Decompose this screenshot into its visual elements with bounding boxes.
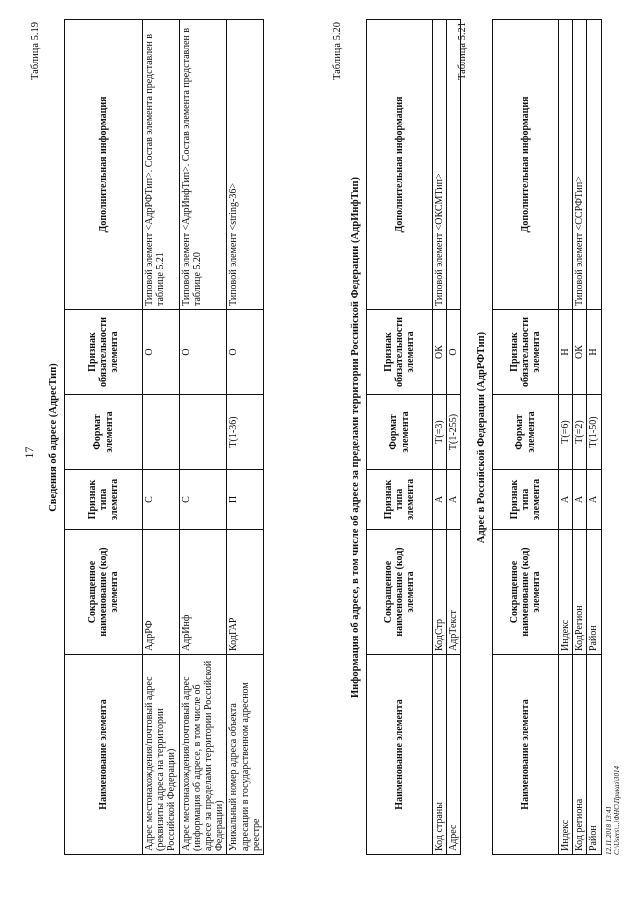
- table-row: [227, 20, 264, 855]
- header-name: Наименование элемента: [65, 655, 143, 855]
- footer: [605, 766, 622, 855]
- cell-type: А: [559, 470, 573, 530]
- cell-required: Н: [559, 310, 573, 395]
- cell-format: [143, 395, 180, 470]
- header-info: Дополнительная информация: [367, 20, 433, 310]
- table-number-5-20: Таблица 5.20: [332, 22, 343, 81]
- cell-format: T(=3): [433, 395, 447, 470]
- cell-format: T(1-36): [227, 395, 264, 470]
- cell-format: T(1-50): [587, 395, 601, 470]
- cell-code: Индекс: [559, 530, 573, 655]
- cell-type: А: [433, 470, 447, 530]
- header-code: Сокращенное наименование (код) элемента: [493, 530, 559, 655]
- cell-required: Н: [587, 310, 601, 395]
- table-number-5-19: Таблица 5.19: [30, 22, 41, 81]
- cell-name: Индекс: [559, 655, 573, 855]
- table-row: [447, 20, 461, 855]
- table-5-21: [492, 19, 602, 855]
- cell-type: А: [573, 470, 587, 530]
- header-type: Признак типа элемента: [493, 470, 559, 530]
- cell-type: А: [587, 470, 601, 530]
- table-title-5-21: Адрес в Российской Федерации (АдрРФТип): [476, 331, 487, 544]
- cell-required: О: [227, 310, 264, 395]
- table-number-5-21: Таблица 5.21: [457, 22, 468, 81]
- table-5-19: [64, 19, 264, 855]
- cell-name: Код страны: [433, 655, 447, 855]
- cell-info: [559, 20, 573, 310]
- cell-type: П: [227, 470, 264, 530]
- cell-info: Типовой элемент <ССРФТип>: [573, 20, 587, 310]
- cell-info: Типовой элемент <АдрРФТип>. Состав элемента представлен в таблице 5.21: [143, 20, 180, 310]
- header-code: Сокращенное наименование (код) элемента: [65, 530, 143, 655]
- header-info: Дополнительная информация: [65, 20, 143, 310]
- footer-path: С:\Users\...\ФНС\Приказ\3014: [613, 765, 622, 855]
- footer-date: 12.11.2018 13:41: [605, 805, 613, 855]
- cell-info: Типовой элемент <ОКСМТип>: [433, 20, 447, 310]
- table-row: [559, 20, 573, 855]
- table-row: [573, 20, 587, 855]
- table-row: [433, 20, 447, 855]
- header-format: Формат элемента: [65, 395, 143, 470]
- cell-required: О: [143, 310, 180, 395]
- cell-code: АдрИнф: [179, 530, 227, 655]
- cell-name: Адрес: [447, 655, 461, 855]
- cell-name: Адрес местонахождения/почтовый адрес (реквизиты адреса на территории Российской Федерации): [143, 655, 180, 855]
- cell-name: Район: [587, 655, 601, 855]
- cell-code: КодГАР: [227, 530, 264, 655]
- table-row: [179, 20, 227, 855]
- header-info: Дополнительная информация: [493, 20, 559, 310]
- cell-name: Адрес местонахождения/почтовый адрес (информация об адресе, в том числе об адресе за пределами территории Российской Федерации): [179, 655, 227, 855]
- cell-type: А: [447, 470, 461, 530]
- cell-name: Уникальный номер адреса объекта адресации в государственном адресном реестре: [227, 655, 264, 855]
- header-code: Сокращенное наименование (код) элемента: [367, 530, 433, 655]
- header-name: Наименование элемента: [493, 655, 559, 855]
- cell-name: Код региона: [573, 655, 587, 855]
- cell-required: О: [447, 310, 461, 395]
- table-row: [587, 20, 601, 855]
- cell-format: [179, 395, 227, 470]
- cell-required: ОК: [433, 310, 447, 395]
- cell-info: Типовой элемент <string-36>: [227, 20, 264, 310]
- cell-code: КодСтр: [433, 530, 447, 655]
- cell-info: [587, 20, 601, 310]
- table-row: [143, 20, 180, 855]
- cell-type: С: [143, 470, 180, 530]
- cell-format: T(=6): [559, 395, 573, 470]
- cell-type: С: [179, 470, 227, 530]
- cell-format: T(=2): [573, 395, 587, 470]
- cell-code: КодРегион: [573, 530, 587, 655]
- table-5-20: [366, 19, 461, 855]
- header-name: Наименование элемента: [367, 655, 433, 855]
- header-format: Формат элемента: [493, 395, 559, 470]
- cell-required: ОК: [573, 310, 587, 395]
- header-type: Признак типа элемента: [65, 470, 143, 530]
- cell-code: Район: [587, 530, 601, 655]
- cell-required: О: [179, 310, 227, 395]
- header-required: Признак обязательности элемента: [65, 310, 143, 395]
- cell-format: T(1-255): [447, 395, 461, 470]
- page-number: 17: [22, 446, 36, 459]
- header-format: Формат элемента: [367, 395, 433, 470]
- table-title-5-20: Информация об адресе, в том числе об адресе за пределами территории Российской Федерации (АдрИнфТип): [350, 176, 361, 699]
- cell-code: АдрРФ: [143, 530, 180, 655]
- table-title-5-19: Сведения об адресе (АдресТип): [48, 363, 59, 512]
- cell-info: Типовой элемент <АдрИнфТип>. Состав элемента представлен в таблице 5.20: [179, 20, 227, 310]
- header-required: Признак обязательности элемента: [367, 310, 433, 395]
- header-required: Признак обязательности элемента: [493, 310, 559, 395]
- header-type: Признак типа элемента: [367, 470, 433, 530]
- cell-code: АдрТекст: [447, 530, 461, 655]
